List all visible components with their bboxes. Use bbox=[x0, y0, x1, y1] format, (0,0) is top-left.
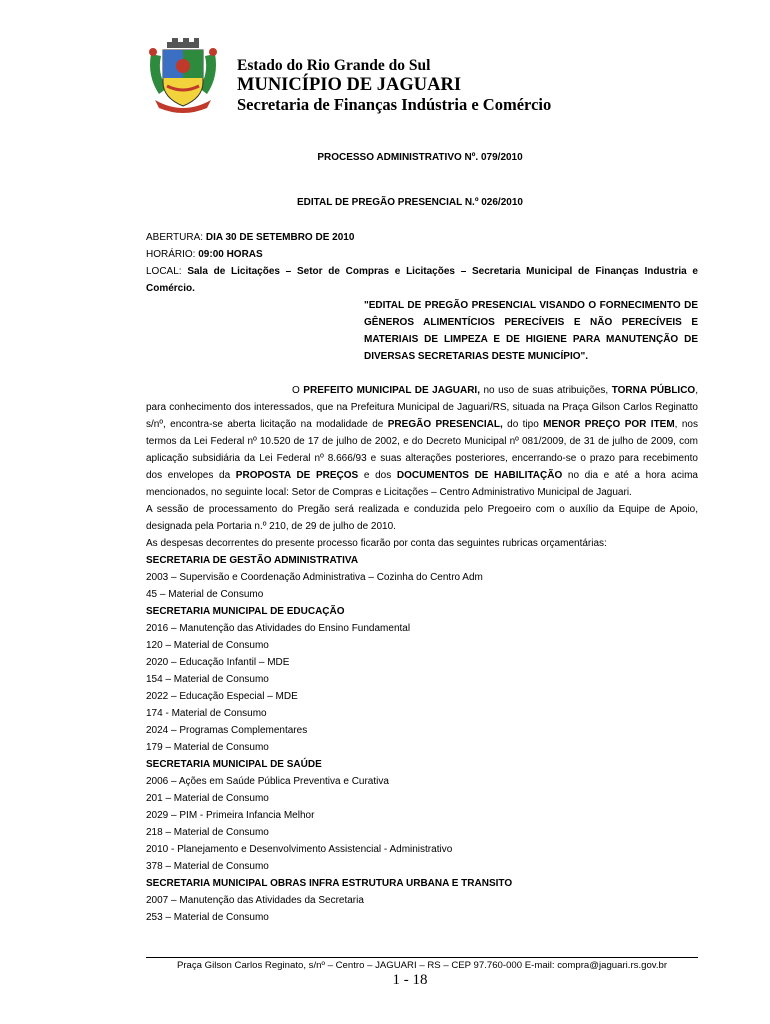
letterhead bbox=[145, 36, 705, 116]
process-title: PROCESSO ADMINISTRATIVO Nº. 079/2010 bbox=[317, 152, 523, 163]
budget-line: 179 – Material de Consumo bbox=[146, 742, 269, 753]
municipal-crest-icon bbox=[145, 36, 221, 114]
budget-line: 154 – Material de Consumo bbox=[146, 674, 269, 685]
section-title: SECRETARIA DE GESTÃO ADMINISTRATIVA bbox=[146, 555, 359, 566]
budget-line: 2003 – Supervisão e Coordenação Administrativa – Cozinha do Centro Adm bbox=[146, 572, 483, 583]
edital-object: "EDITAL DE PREGÃO PRESENCIAL VISANDO O FORNECIMENTO DE GÊNEROS ALIMENTÍCIOS PERECÍVEIS E NÃO PERECÍVEIS E MATERIAIS DE LIMPEZA E DE HIGIENE PARA MANUTENÇÃO DE DIVERSAS SECRETARIAS DESTE MUNICÍPIO". bbox=[364, 300, 698, 362]
document-body bbox=[146, 229, 698, 926]
budget-line: 174 - Material de Consumo bbox=[146, 708, 267, 719]
session-paragraph: A sessão de processamento do Pregão será realizada e conduzida pelo Pregoeiro com o auxílio da Equipe de Apoio, designada pela Portaria n.º 210, de 29 de julho de 2010. bbox=[146, 504, 698, 532]
budget-line: 378 – Material de Consumo bbox=[146, 861, 269, 872]
budget-line: 2007 – Manutenção das Atividades da Secretaria bbox=[146, 895, 364, 906]
budget-line: 45 – Material de Consumo bbox=[146, 589, 264, 600]
municipality-name: MUNICÍPIO DE JAGUARI bbox=[237, 75, 462, 95]
budget-line: 2010 - Planejamento e Desenvolvimento Assistencial - Administrativo bbox=[146, 844, 453, 855]
budget-sections bbox=[146, 552, 698, 926]
intro-paragraph: O PREFEITO MUNICIPAL DE JAGUARI, no uso de suas atribuições, TORNA PÚBLICO, para conhecimento dos interessados, que na Prefeitura Municipal de Jaguari/RS, situada na Praça Gilson Carlos Reginatto s/nº, encontra-se aberta licitação na modalidade de PREGÃO PRESENCIAL, do tipo MENOR PREÇO POR ITEM, nos termos da Lei Federal nº 10.520 de 17 de julho de 2002, e do Decreto Municipal nº 081/2009, de 31 de julho de 2009, com aplicação subsidiária da Lei Federal nº 8.666/93 e suas alterações posteriores, encerrando-se o prazo para recebimento dos envelopes da PROPOSTA DE PREÇOS e dos DOCUMENTOS DE HABILITAÇÃO no dia e até a hora acima mencionados, no seguinte local: Setor de Compras e Licitações – Centro Administrativo Municipal de Jaguari. bbox=[146, 385, 698, 498]
budget-line: 2006 – Ações em Saúde Pública Preventiva e Curativa bbox=[146, 776, 389, 787]
budget-line: 2029 – PIM - Primeira Infancia Melhor bbox=[146, 810, 315, 821]
page-number: 1 - 18 bbox=[392, 972, 428, 988]
opening-line: ABERTURA: DIA 30 DE SETEMBRO DE 2010 bbox=[146, 232, 355, 243]
budget-line: 2024 – Programas Complementares bbox=[146, 725, 308, 736]
budget-line: 2020 – Educação Infantil – MDE bbox=[146, 657, 290, 668]
secretariat-name: Secretaria de Finanças Indústria e Comércio bbox=[237, 95, 552, 114]
edital-title: EDITAL DE PREGÃO PRESENCIAL N.º 026/2010 bbox=[297, 197, 523, 208]
section-title: SECRETARIA MUNICIPAL OBRAS INFRA ESTRUTURA URBANA E TRANSITO bbox=[146, 878, 513, 889]
budget-line: 2016 – Manutenção das Atividades do Ensino Fundamental bbox=[146, 623, 411, 634]
location-line: LOCAL: Sala de Licitações – Setor de Compras e Licitações – Secretaria Municipal de Finanças Industria e Comércio. bbox=[146, 266, 698, 294]
footer-divider bbox=[146, 957, 698, 958]
footer-address: Praça Gilson Carlos Reginato, s/nº – Centro – JAGUARI – RS – CEP 97.760-000 E-mail: compra@jaguari.rs.gov.br bbox=[176, 960, 668, 971]
budget-line: 2022 – Educação Especial – MDE bbox=[146, 691, 298, 702]
budget-line: 120 – Material de Consumo bbox=[146, 640, 269, 651]
budget-line: 218 – Material de Consumo bbox=[146, 827, 269, 838]
time-line: HORÁRIO: 09:00 HORAS bbox=[146, 249, 263, 260]
expenses-intro: As despesas decorrentes do presente processo ficarão por conta das seguintes rubricas orçamentárias: bbox=[146, 538, 607, 549]
budget-line: 253 – Material de Consumo bbox=[146, 912, 269, 923]
letterhead-text bbox=[237, 56, 551, 115]
section-title: SECRETARIA MUNICIPAL DE EDUCAÇÃO bbox=[146, 606, 345, 617]
section-title: SECRETARIA MUNICIPAL DE SAÚDE bbox=[146, 759, 322, 770]
state-name: Estado do Rio Grande do Sul bbox=[237, 57, 431, 74]
budget-line: 201 – Material de Consumo bbox=[146, 793, 269, 804]
